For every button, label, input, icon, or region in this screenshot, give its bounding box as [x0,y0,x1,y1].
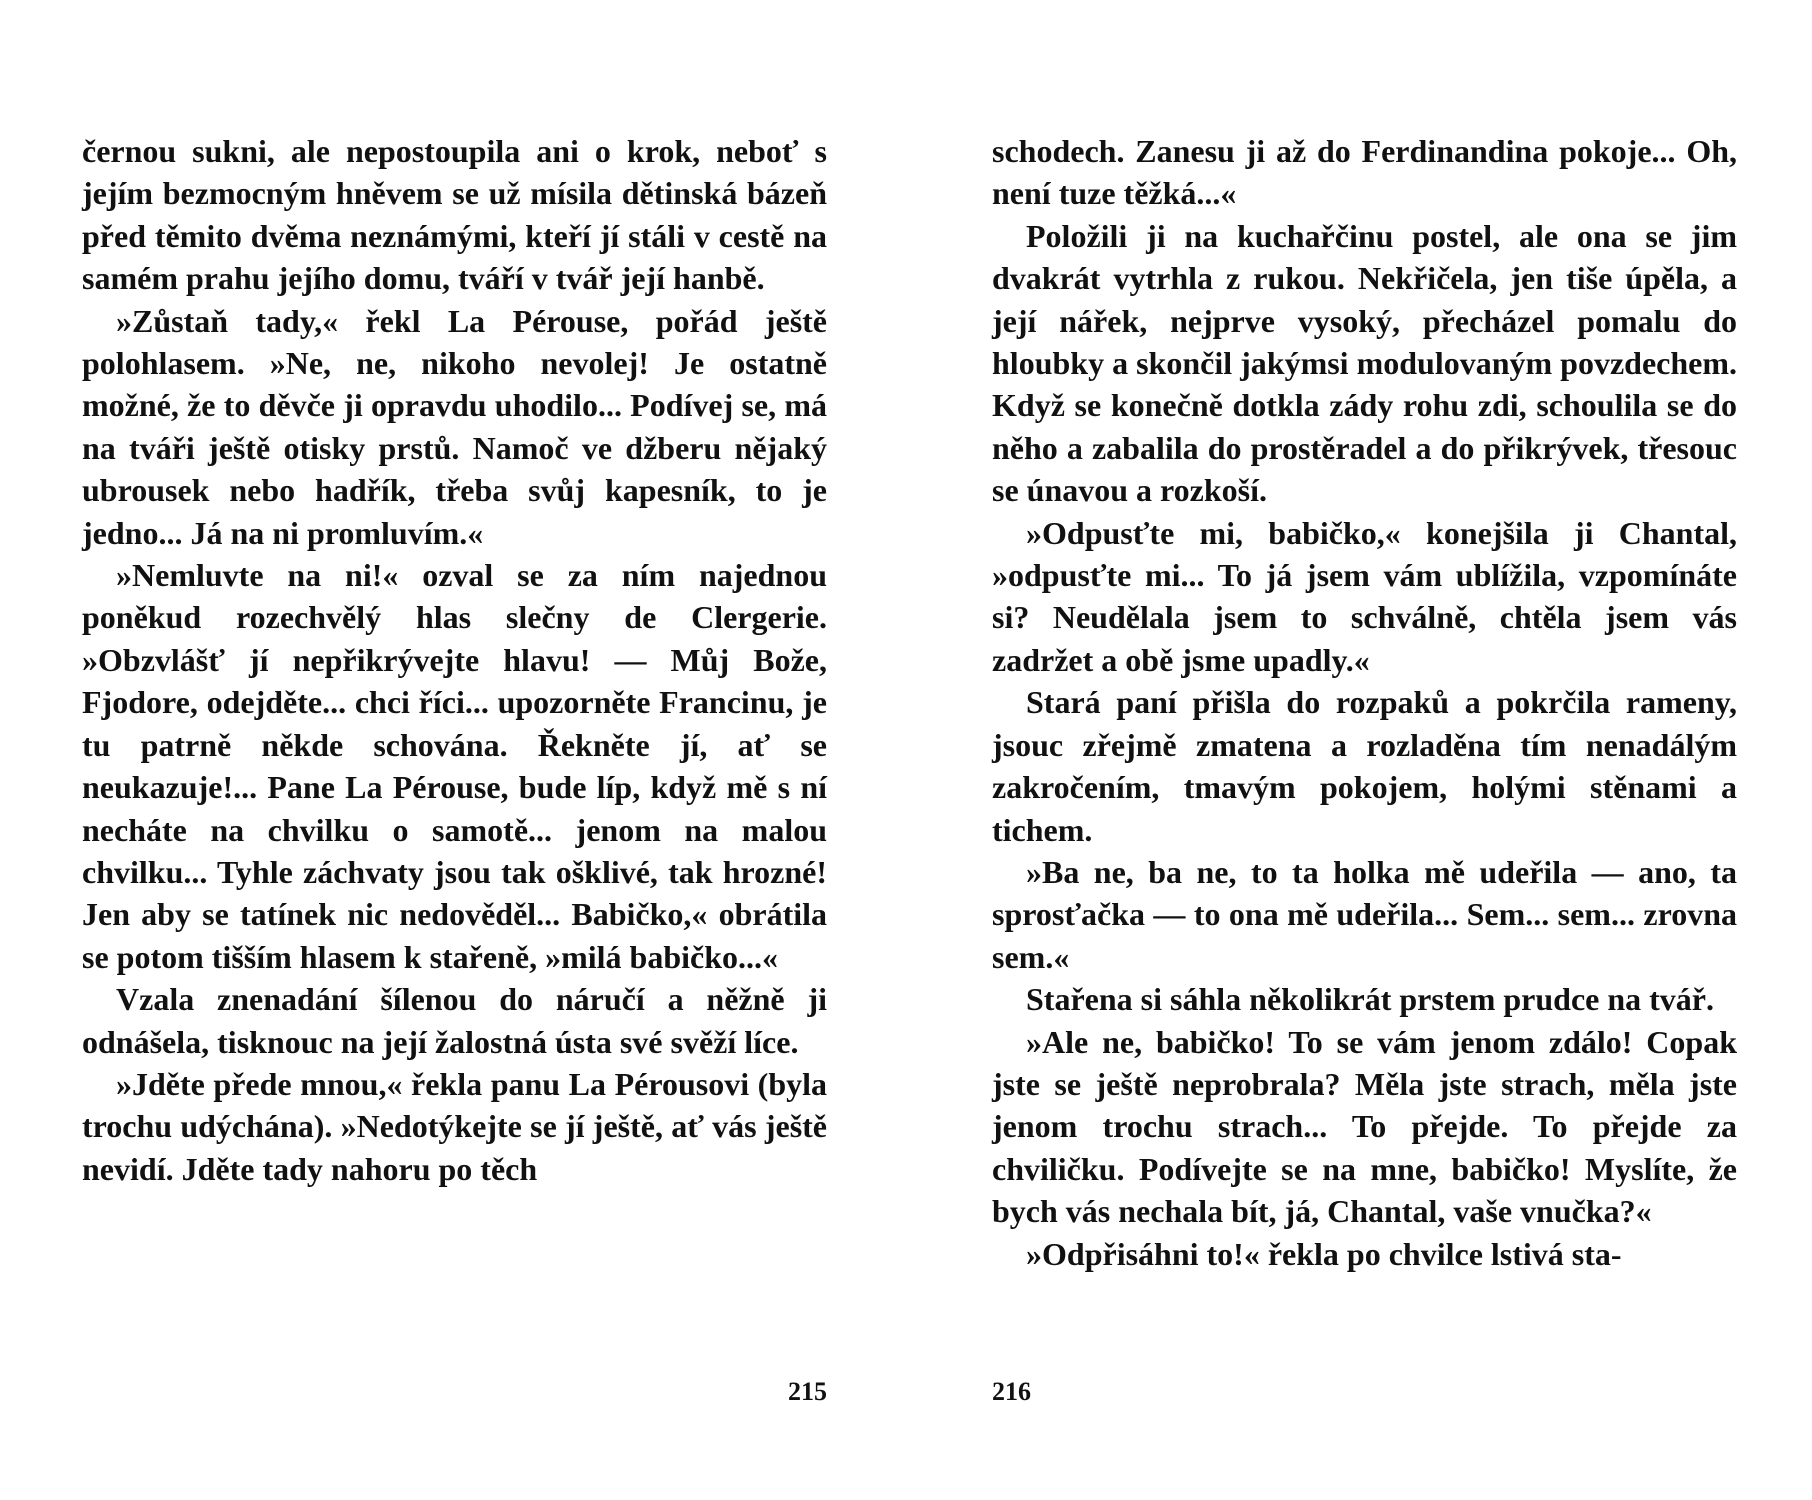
paragraph: Vzala znenadání šílenou do náručí a něžně ji odnášela, tisknouc na její žalostná ústa své svěží líce. [82,981,827,1060]
page-number: 215 [788,1377,827,1406]
paragraph: schodech. Zanesu ji až do Ferdinandina pokoje... Oh, není tuze těžká...« [992,133,1737,212]
paragraph: Stařena si sáhla několikrát prstem prudce na tvář. [1026,981,1714,1018]
paragraph: Položili ji na kuchařčinu postel, ale ona se jim dvakrát vytrhla z rukou. Nekřičela, jen tiše úpěla, a její nářek, nejprve vysoký, přecházel pomalu do hloubky a skončil jakýmsi modulovaným povzdechem. Když se konečně dotkla zády rohu zdi, schoulila se do něho a zabalila do prostěradel a do přikrývek, třesouc se únavou a rozkoší. [992,217,1738,509]
paragraph: »Ale ne, babičko! To se vám jenom zdálo! Copak jste se ještě neprobrala? Měla jste strach, měla jste jenom trochu strach... To přejde. To přejde za chviličku. Podívejte se na mne, babičko! Myslíte, že bych vás nechala bít, já, Chantal, vaše vnučka?« [992,1023,1737,1230]
right-page [992,130,1738,1406]
paragraph: »Ba ne, ba ne, to ta holka mě udeřila — ano, ta sprosťačka — to ona mě udeřila... Sem... sem... zrovna sem.« [992,853,1737,975]
left-page-text [82,130,827,1190]
paragraph: »Odpřisáhni to!« řekla po chvilce lstivá sta- [1026,1235,1622,1272]
page-number: 216 [992,1377,1031,1406]
paragraph: černou sukni, ale nepostoupila ani o krok, neboť s jejím bezmocným hněvem se už mísila dětinská bázeň před těmito dvěma neznámými, kteří jí stáli v cestě na samém prahu jejího domu, tváří v tvář její hanbě. [82,133,827,297]
right-page-text [992,130,1737,1275]
paragraph: »Zůstaň tady,« řekl La Pérouse, pořád ještě polohlasem. »Ne, ne, nikoho nevolej! Je ostatně možné, že to děvče ji opravdu uhodilo... Podívej se, má na tváři ještě otisky prstů. Namoč ve džberu nějaký ubrousek nebo hadřík, třeba svůj kapesník, to je jedno... Já na ni promluvím.« [82,302,827,551]
paragraph: »Odpusťte mi, babičko,« konejšila ji Chantal, »odpusťte mi... To já jsem vám ublížila, vzpomínáte si? Neudělala jsem to schválně, chtěla jsem vás zadržet a obě jsme upadly.« [992,514,1737,678]
paragraph: Stará paní přišla do rozpaků a pokrčila rameny, jsouc zřejmě zmatena a rozladěna tím nenadálým zakročením, tmavým pokojem, holými stěnami a tichem. [992,684,1737,848]
paragraph: »Nemluvte na ni!« ozval se za ním najednou poněkud rozechvělý hlas slečny de Clergerie. »Obzvlášť jí nepřikrývejte hlavu! — Můj Bože, Fjodore, odejděte... chci říci... upozorněte Francinu, je tu patrně někde schována. Řekněte jí, ať se neukazuje!... Pane La Pérouse, bude líp, když mě s ní necháte na chvilku o samotě... jenom na malou chvilku... Tyhle záchvaty jsou tak ošklivé, tak hrozné! Jen aby se tatínek nic nedověděl... Babičko,« obrátila se potom tišším hlasem k stařeně, »milá babičko...« [82,557,827,975]
paragraph: »Jděte přede mnou,« řekla panu La Pérousovi (byla trochu udýchána). »Nedotýkejte se jí ještě, ať vás ještě nevidí. Jděte tady nahoru po těch [82,1065,827,1187]
left-page [82,130,827,1406]
